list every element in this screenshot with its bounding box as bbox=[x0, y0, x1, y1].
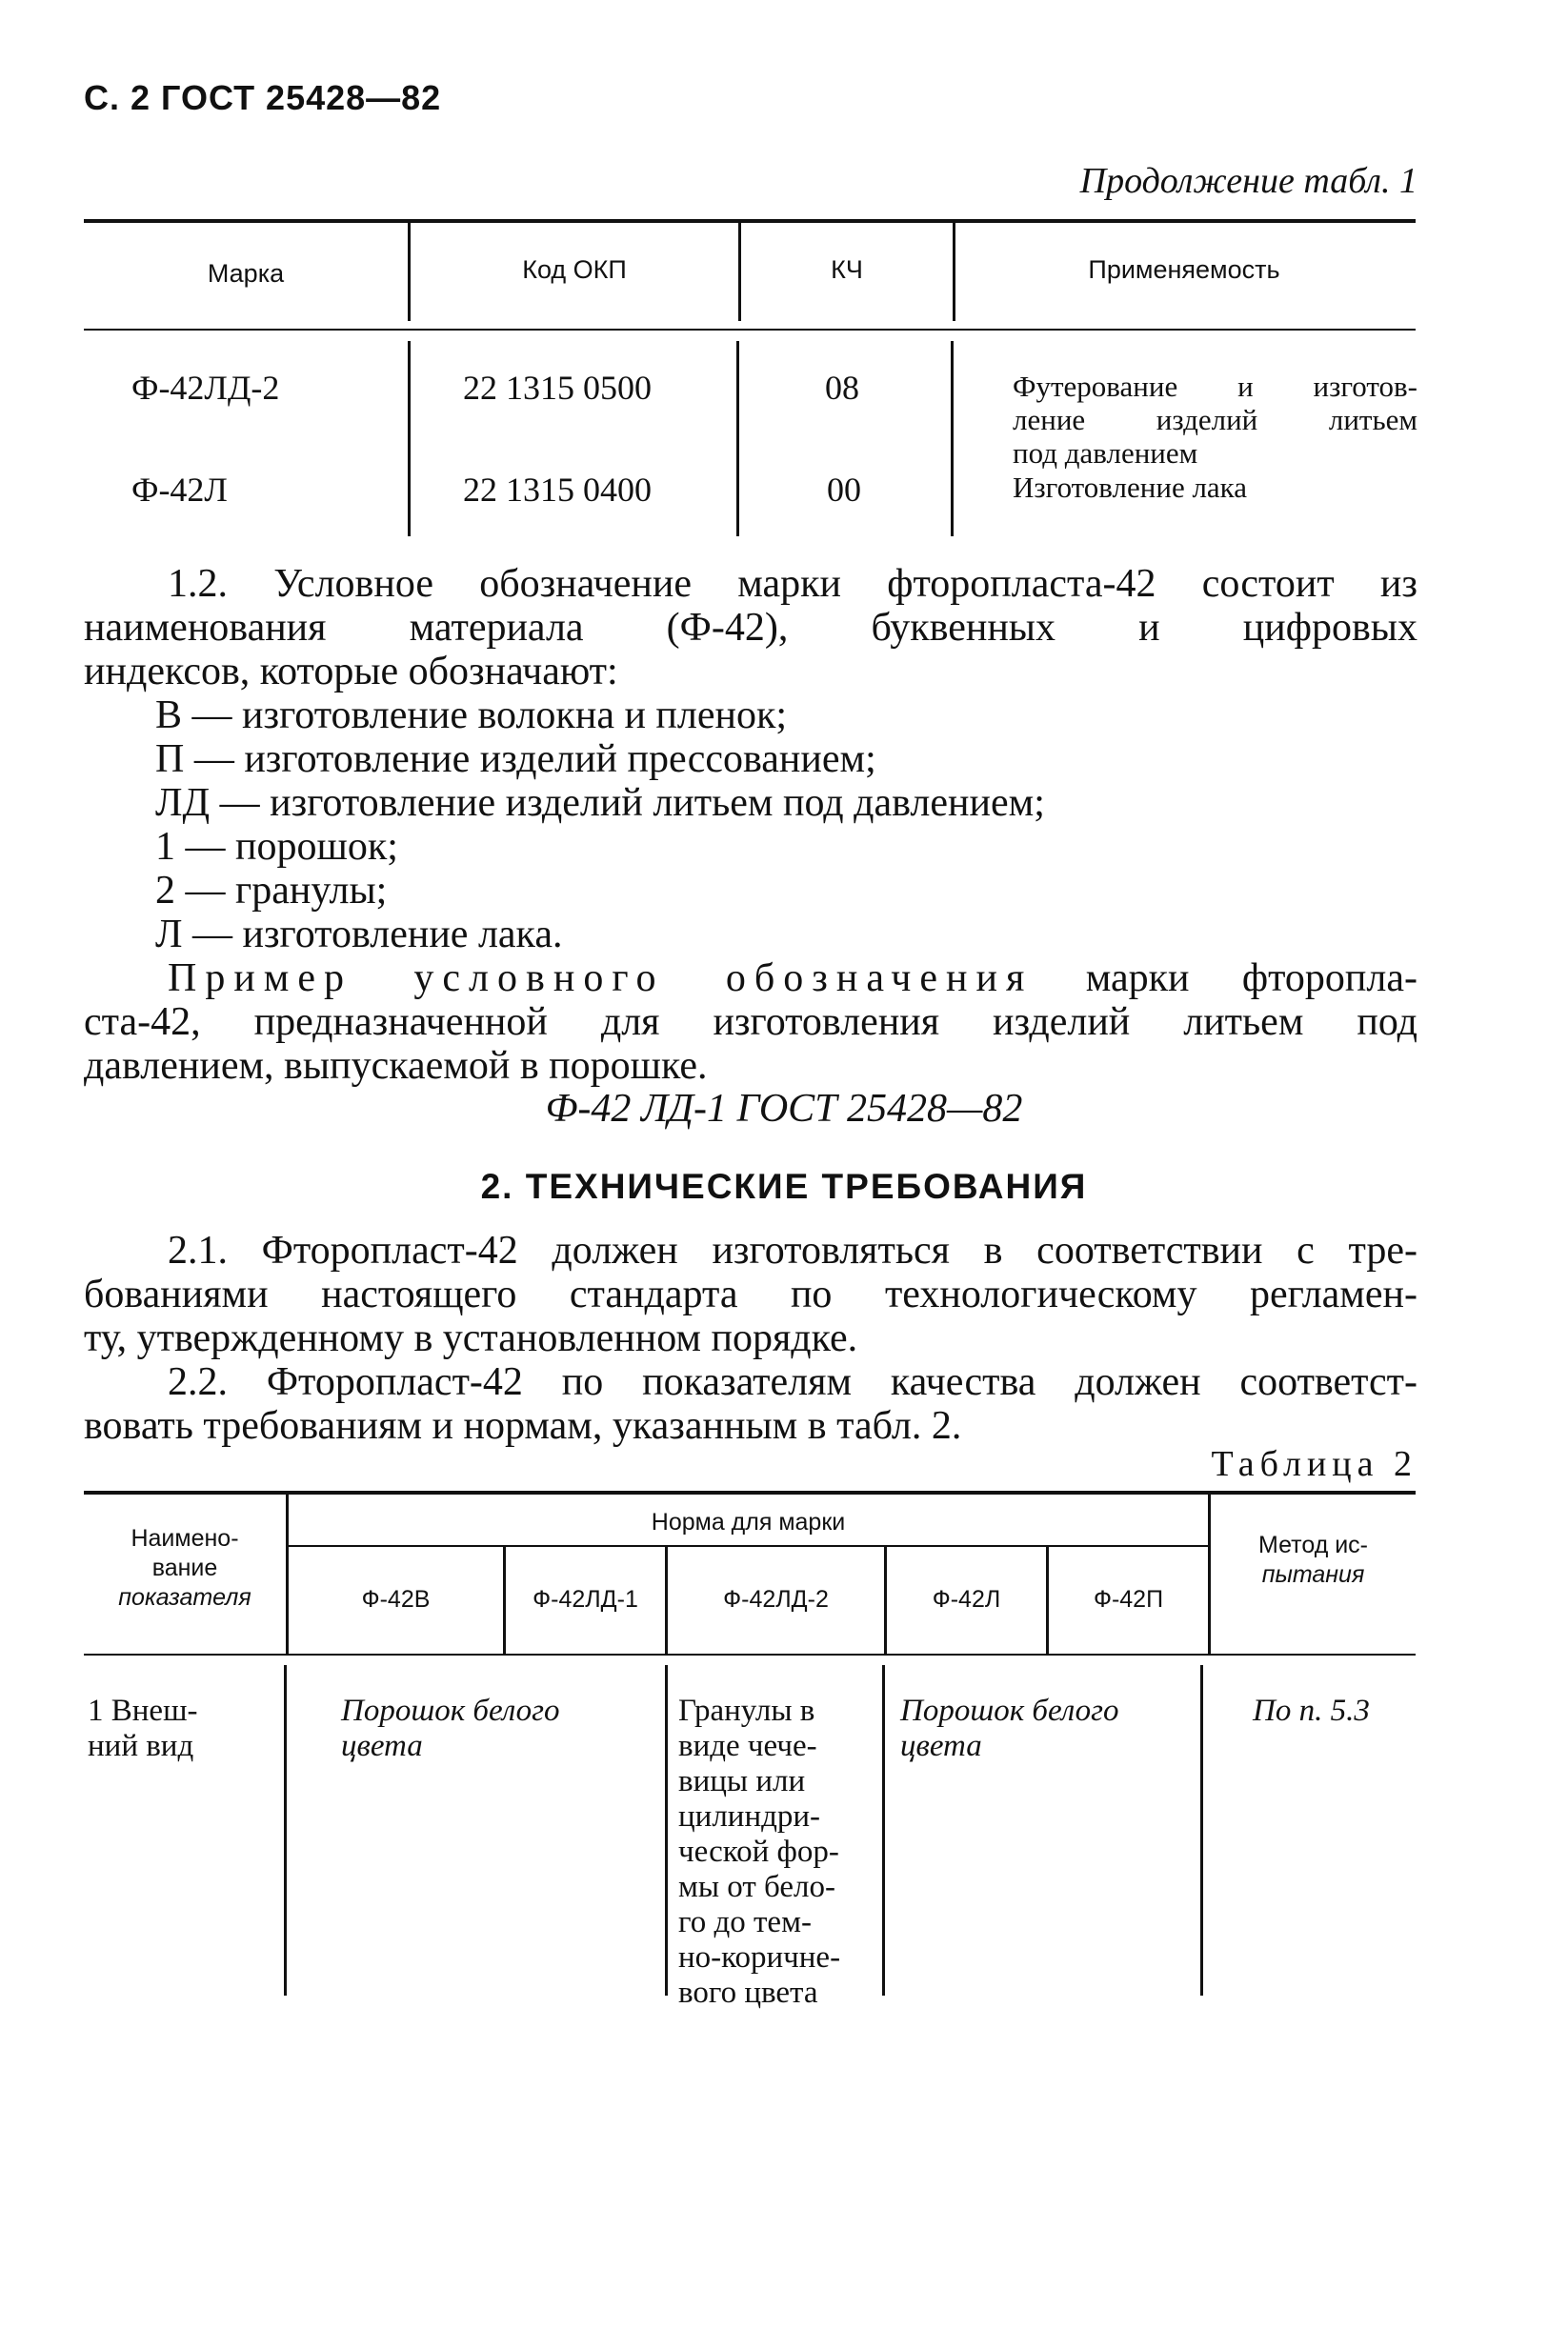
table1-cell-marka: Ф-42ЛД-2 bbox=[131, 369, 280, 407]
table2-row1-value-right bbox=[900, 1694, 1119, 1764]
table2-cell-line: цвета bbox=[900, 1729, 982, 1763]
table2-header-rule bbox=[84, 1654, 1416, 1656]
table1-vline bbox=[951, 341, 954, 536]
text-line: ту, утвержденному в установленном порядке. bbox=[84, 1316, 858, 1360]
example-paragraph bbox=[84, 956, 1417, 1088]
text-line bbox=[84, 956, 1417, 1000]
table1-vline bbox=[408, 341, 411, 536]
paragraph-1-2 bbox=[84, 562, 1417, 693]
table2-cell-line: Порошок белого bbox=[341, 1694, 560, 1728]
table1-cell-code: 22 1315 0400 bbox=[463, 471, 652, 509]
text-line: 2.1. Фторопласт-42 должен изготовляться в соответствии с тре- bbox=[168, 1229, 1417, 1273]
table2-mark-header: Ф-42Л bbox=[932, 1586, 1001, 1613]
table2-row1-value-mid bbox=[678, 1694, 840, 2011]
table2-vline bbox=[882, 1665, 885, 1996]
table2-header-line: Метод ис- bbox=[1257, 1532, 1369, 1558]
table2-vline bbox=[1200, 1665, 1203, 1996]
legend-item: 1 — порошок; bbox=[155, 825, 398, 869]
paragraph-2-1 bbox=[84, 1229, 1417, 1360]
legend-item: Л — изготовление лака. bbox=[155, 913, 563, 956]
table2-subheader-rule bbox=[286, 1545, 1210, 1547]
table2-row1-name bbox=[88, 1694, 197, 1764]
table2-cell-line: вицы или bbox=[678, 1764, 806, 1798]
table1-top-rule bbox=[84, 219, 1416, 223]
table2-header-line: пытания bbox=[1261, 1561, 1365, 1588]
table2-label: Таблица 2 bbox=[1211, 1444, 1417, 1484]
table1-cell-use: Изготовление лака bbox=[1013, 471, 1248, 504]
legend-item: 2 — гранулы; bbox=[155, 869, 388, 913]
example-lead: Пример условного обозначения bbox=[168, 956, 1034, 1000]
table1-header-rule bbox=[84, 329, 1416, 331]
page-header: С. 2 ГОСТ 25428—82 bbox=[84, 78, 442, 117]
table2-cell-line: Порошок белого bbox=[900, 1694, 1119, 1728]
text-line: ста-42, предназначенной для изготовления изделий литьем под bbox=[84, 1000, 1417, 1044]
continuation-label: Продолжение табл. 1 bbox=[1079, 161, 1417, 201]
table2-cell-line: 1 Внеш- bbox=[88, 1694, 198, 1728]
table2-row1-value-left bbox=[341, 1694, 560, 1764]
table2-mark-header: Ф-42В bbox=[361, 1586, 431, 1613]
table1-cell-use bbox=[1013, 370, 1417, 470]
text-line: 1.2. Условное обозначение марки фторопласта-42 состоит из bbox=[168, 562, 1417, 606]
table2-header-line: показателя bbox=[118, 1584, 251, 1611]
table2-cell-line: мы от бело- bbox=[678, 1870, 835, 1904]
table2-mark-header: Ф-42ЛД-2 bbox=[723, 1586, 829, 1613]
table2-cell-line: вого цвета bbox=[678, 1976, 818, 2010]
table1-use-line: ление изделий литьем bbox=[1013, 403, 1417, 436]
table1-cell-marka: Ф-42Л bbox=[131, 471, 228, 509]
table1-cell-code: 22 1315 0500 bbox=[463, 369, 652, 407]
table2-cell-line: ний вид bbox=[88, 1729, 194, 1763]
text-line: 2.2. Фторопласт-42 по показателям качества должен соответст- bbox=[168, 1360, 1417, 1404]
table2-header-line: вание bbox=[151, 1555, 218, 1581]
text-line: индексов, которые обозначают: bbox=[84, 650, 618, 693]
table2-mark-header: Ф-42П bbox=[1093, 1586, 1164, 1613]
table2-vline bbox=[284, 1665, 287, 1996]
designation-example: Ф-42 ЛД-1 ГОСТ 25428—82 bbox=[545, 1087, 1023, 1131]
table1-header-code: Код ОКП bbox=[522, 255, 627, 284]
table2-header-line: Наимено- bbox=[131, 1525, 239, 1552]
text-line: наименования материала (Ф-42), буквенных и цифровых bbox=[84, 606, 1417, 650]
table1-use-line: под давлением bbox=[1013, 436, 1198, 470]
text-line: вовать требованиям и нормам, указанным в табл. 2. bbox=[84, 1404, 962, 1448]
table2-cell-line: но-коричне- bbox=[678, 1940, 841, 1975]
table2-header-norm: Норма для марки bbox=[651, 1509, 846, 1536]
table1-vline bbox=[736, 341, 739, 536]
legend-item: ЛД — изготовление изделий литьем под давлением; bbox=[155, 781, 1045, 825]
table2-cell-line: го до тем- bbox=[678, 1905, 812, 1939]
legend-list bbox=[155, 693, 1394, 956]
table2-header-name bbox=[84, 1524, 286, 1613]
table2-cell-line: виде чече- bbox=[678, 1729, 817, 1763]
table2-cell-line: цвета bbox=[341, 1729, 423, 1763]
table2-cell-line: Гранулы в bbox=[678, 1694, 815, 1728]
section-title: 2. ТЕХНИЧЕСКИЕ ТРЕБОВАНИЯ bbox=[480, 1167, 1088, 1206]
table1-header-use: Применяемость bbox=[1088, 255, 1280, 284]
table2-header-method bbox=[1211, 1531, 1416, 1590]
table2-cell-line: цилиндри- bbox=[678, 1799, 821, 1834]
table2-row1-method: По п. 5.3 bbox=[1253, 1694, 1370, 1728]
text-line: бованиями настоящего стандарта по технологическому регламен- bbox=[84, 1273, 1417, 1316]
table2-mark-header: Ф-42ЛД-1 bbox=[533, 1586, 638, 1613]
table1-use-line: Футерование и изготов- bbox=[1013, 370, 1417, 403]
legend-item: П — изготовление изделий прессованием; bbox=[155, 737, 876, 781]
table2-cell-line: ческой фор- bbox=[678, 1835, 839, 1869]
table1-cell-kch: 08 bbox=[825, 369, 859, 407]
paragraph-2-2 bbox=[84, 1360, 1417, 1448]
table2-top-rule bbox=[84, 1491, 1416, 1495]
text-line: давлением, выпускаемой в порошке. bbox=[84, 1044, 708, 1088]
table1-header-marka: Марка bbox=[207, 259, 285, 288]
table2-vline bbox=[665, 1665, 668, 1996]
table1-cell-kch: 00 bbox=[827, 471, 861, 509]
example-rest: марки фторопла- bbox=[1033, 956, 1417, 1000]
legend-item: В — изготовление волокна и пленок; bbox=[155, 693, 788, 737]
table1-header-kch: КЧ bbox=[831, 255, 863, 284]
